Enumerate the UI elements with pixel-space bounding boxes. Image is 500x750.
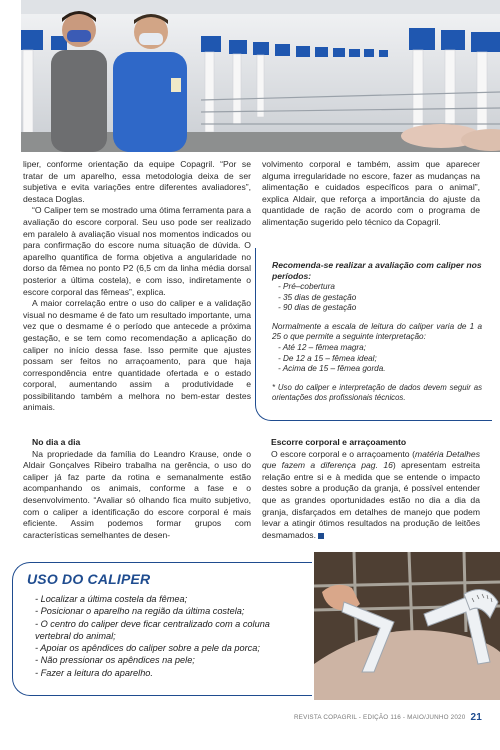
section-text	[262, 449, 480, 542]
scale-item: - Acima de 15 – fêmea gorda.	[278, 364, 386, 374]
section-dia-a-dia	[23, 437, 251, 541]
scale-item: - De 12 a 15 – fêmea ideal;	[278, 353, 377, 363]
left-paragraph-1: liper, conforme orientação da equipe Copagril. “Por se tratar de um aparelho, essa metodologia deixa de ser subjetiva e evita variações entre diferentes avaliadores”, destaca Doglas.	[23, 159, 251, 204]
period-item: - Pré–cobertura	[278, 282, 335, 291]
recommendation-note: * Uso do caliper e interpretação de dados devem seguir as orientações dos profissionais técnicos.	[272, 382, 482, 402]
section-escore	[262, 437, 480, 541]
page-footer	[294, 712, 482, 723]
uso-step: - O centro do caliper deve ficar centralizado com a coluna vertebral do animal;	[35, 618, 270, 641]
text-after: ) apresentam estreita relação entre si e à medida que se entende o impacto destes sobre a produção da granja, é possível entender que as grandes oportunidades estão no dia a dia da granja, disfarçados em detalhes de manejo que podem levar a atingir ótimos resultados na produção de leitões desmamados.	[262, 460, 480, 540]
right-paragraph-1: volvimento corporal e também, assim que aparecer alguma irregularidade no escore, fazer as mudanças na alimentação e cuidados específicos para o animal”, explica Aldair, que reforça a importância do ajuste da quantidade de ração de acordo com o programa de alimentação sugerido pelo técnico da Copagril.	[262, 159, 480, 227]
end-of-article-mark	[318, 533, 324, 539]
uso-step: - Não pressionar os apêndices na pele;	[35, 655, 195, 666]
uso-title: USO DO CALIPER	[27, 571, 151, 587]
caliper-photo-illustration	[314, 552, 500, 700]
recommendation-periods	[278, 282, 482, 314]
footer-text: REVISTA COPAGRIL - EDIÇÃO 116 - MAIO/JUNHO 2020	[293, 714, 466, 721]
uso-step: - Apoiar os apêndices do caliper sobre a pele da porca;	[35, 643, 260, 654]
caliper-photo	[314, 552, 500, 700]
recommendation-box	[255, 248, 492, 421]
top-photo	[21, 0, 500, 152]
scale-item: - Até 12 – fêmea magra;	[278, 342, 366, 352]
section-heading: Escorre corporal e arraçoamento	[271, 437, 407, 447]
section-text: Na propriedade da família do Leandro Krause, onde o Aldair Gonçalves Ribeiro trabalha na gerência, o uso do caliper já faz parte da rotina e semanalmente estão acompanhando os animais, conforme a fase e o desenvolvimento. “Avaliar só olhando fica muito subjetivo, com o caliper a identificação do escore corporal é mais eficiente. Assim podemos formar grupos com características semelhantes de desen-	[23, 448, 251, 540]
left-column	[23, 159, 251, 414]
right-column	[262, 159, 480, 229]
article-reference: matéria Detalhes que fazem a diferença pag. 16	[262, 448, 481, 471]
period-item: - 90 dias de gestação	[278, 303, 357, 313]
left-paragraph-2: “O Caliper tem se mostrado uma ótima ferramenta para a avaliação do escore corporal. Seu uso pode ser realizado em paralelo à avaliação visual nos momentos indicados ou para confirmação do escore numa situação de dúvida. O aparelho quantifica de forma objetiva a angularidade no dorso da fêmea no ponto P2 (6,5 cm da linha média dorsal posterior a última costela), e com isso, indiretamente o escore corporal das fêmeas”, explica.	[23, 205, 251, 297]
uso-step: - Posicionar o aparelho na região da última costela;	[35, 606, 245, 617]
uso-steps-list	[27, 593, 302, 679]
period-item: - 35 dias de gestação	[278, 292, 357, 302]
text-before: O escore corporal e o arraçoamento (	[271, 448, 415, 459]
uso-do-caliper-box	[12, 562, 312, 696]
section-heading: No dia a dia	[32, 437, 81, 447]
uso-step: - Localizar a última costela da fêmea;	[35, 594, 188, 604]
page-number: 21	[470, 712, 482, 723]
uso-step: - Fazer a leitura do aparelho.	[35, 667, 153, 678]
scale-intro: Normalmente a escala de leitura do caliper varia de 1 a 25 o que permite a seguinte interpretação:	[272, 321, 482, 342]
scale-list	[278, 343, 482, 375]
left-paragraph-3: A maior correlação entre o uso do caliper e a validação visual no desmame é de fato um resultado importante, uma vez que o desmame é o período que antecede a próxima gestação, e se tem como recomendação a aplicação do caliper no início dessa fase. Isso permite que ajustes possam ser feitos no arraçoamento, para que haja correspondência entre quantidade ofertada e o estado corporal, aumentando assim a produtividade e possibilitando também a melhora no bem-estar destes animais.	[23, 298, 251, 413]
recommendation-title: Recomenda-se realizar a avaliação com caliper nos períodos:	[272, 260, 482, 281]
barn-photo-illustration	[21, 0, 500, 152]
